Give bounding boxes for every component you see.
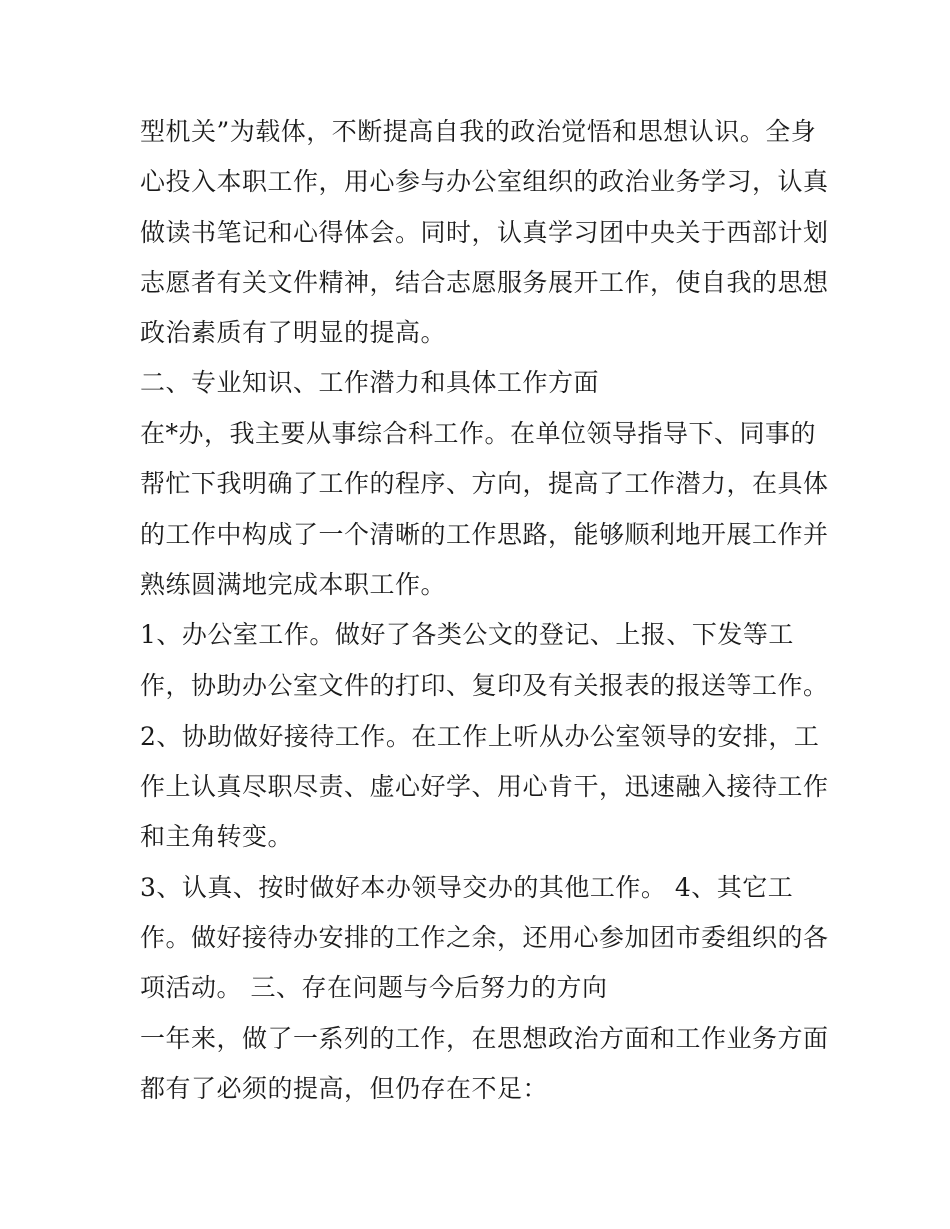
section-heading: 二、专业知识、工作潜力和具体工作方面 xyxy=(140,368,600,397)
list-item: 3、认真、按时做好本办领导交办的其他工作。 4、其它工 xyxy=(140,873,794,902)
text-line: 做读书笔记和心得体会。同时，认真学习团中央关于西部计划 xyxy=(140,218,829,247)
text-line: 和主角转变。 xyxy=(140,822,294,851)
text-line: 作。做好接待办安排的工作之余，还用心参加团市委组织的各 xyxy=(140,923,829,952)
text-line: 熟练圆满地完成本职工作。 xyxy=(140,570,447,599)
text-line: 型机关”为载体，不断提高自我的政治觉悟和思想认识。全身 xyxy=(140,117,817,146)
text-line: 心投入本职工作，用心参与办公室组织的政治业务学习，认真 xyxy=(140,167,829,196)
text-line: 都有了必须的提高，但仍存在不足： xyxy=(140,1074,549,1103)
text-line: 在*办，我主要从事综合科工作。在单位领导指导下、同事的 xyxy=(140,419,817,448)
text-line: 一年来，做了一系列的工作，在思想政治方面和工作业务方面 xyxy=(140,1024,829,1053)
text-line: 帮忙下我明确了工作的程序、方向，提高了工作潜力，在具体 xyxy=(140,469,829,498)
text-line: 政治素质有了明显的提高。 xyxy=(140,318,447,347)
list-item: 2、协助做好接待工作。在工作上听从办公室领导的安排，工 xyxy=(140,722,820,751)
text-line: 项活动。 三、存在问题与今后努力的方向 xyxy=(140,973,608,1002)
text-line: 作上认真尽职尽责、虚心好学、用心肯干，迅速融入接待工作 xyxy=(140,772,829,801)
text-line: 的工作中构成了一个清晰的工作思路，能够顺利地开展工作并 xyxy=(140,520,829,549)
text-line: 志愿者有关文件精神，结合志愿服务展开工作，使自我的思想 xyxy=(140,268,829,297)
text-line: 作，协助办公室文件的打印、复印及有关报表的报送等工作。 xyxy=(140,671,829,700)
list-item: 1、办公室工作。做好了各类公文的登记、上报、下发等工 xyxy=(140,620,794,649)
